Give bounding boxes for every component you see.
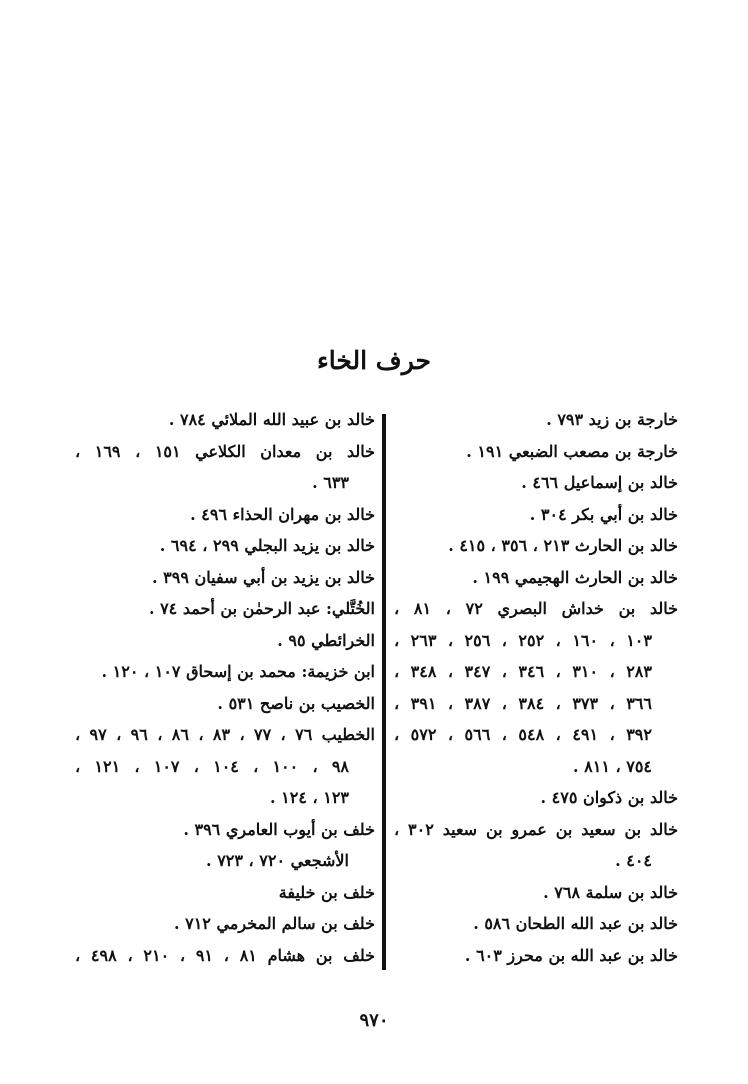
index-entry-continuation: الأشجعي ٧٢٠ ، ٧٢٣ . (206, 851, 349, 870)
page-title: حرف الخاء (317, 346, 431, 375)
index-entry: خلف بن أيوب العامري ٣٩٦ . (183, 819, 375, 839)
index-entry: خالد بن خداش البصري ٧٢ ، ٨١ ، (394, 599, 678, 618)
index-entry-continuation: ٣٦٦ ، ٣٧٣ ، ٣٨٤ ، ٣٨٧ ، ٣٩١ ، (394, 693, 652, 713)
index-column-right (394, 404, 678, 971)
index-entry-continuation: ١٠٣ ، ١٦٠ ، ٢٥٢ ، ٢٥٦ ، ٢٦٣ ، (394, 630, 652, 650)
index-entry: خالد بن معدان الكلاعي ١٥١ ، ١٦٩ ، (75, 441, 375, 461)
index-entry: الخرائطي ٩٥ . (277, 630, 375, 650)
index-entry: خالد بن يزيد البجلي ٢٩٩ ، ٦٩٤ . (159, 536, 375, 555)
index-entry: خالد بن عبد الله الطحان ٥٨٦ . (473, 914, 678, 933)
index-entry-continuation: ٦٣٣ . (312, 473, 349, 492)
index-entry-continuation: ٧٥٤ ، ٨١١ . (572, 756, 652, 776)
index-entry-continuation: ٤٠٤ . (615, 851, 652, 870)
page-number: ٩٧٠ (359, 1010, 389, 1031)
index-entry: خالد بن الحارث الهجيمي ١٩٩ . (472, 567, 678, 587)
index-entry: خالد بن سعيد بن عمرو بن سعيد ٣٠٢ ، (394, 819, 678, 839)
column-divider (382, 414, 386, 970)
index-column-left (75, 404, 375, 971)
index-entry: خالد بن إسماعيل ٤٦٦ . (521, 473, 678, 492)
index-entry: خلف بن هشام ٨١ ، ٩١ ، ٢١٠ ، ٤٩٨ ، (75, 945, 375, 965)
index-entry: الخُتَّلي: عبد الرحمٰن بن أحمد ٧٤ . (148, 599, 375, 618)
index-entry: خالد بن أبي بكر ٣٠٤ . (529, 504, 678, 524)
index-entry-continuation: ١٢٣ ، ١٢٤ . (269, 788, 349, 807)
index-entry: الخطيب ٧٦ ، ٧٧ ، ٨٣ ، ٨٦ ، ٩٦ ، ٩٧ ، (75, 725, 375, 744)
index-entry: خارجة بن زيد ٧٩٣ . (546, 410, 678, 429)
index-entry: خلف بن خليفة (278, 882, 375, 902)
index-entry: خلف بن سالم المخرمي ٧١٢ . (173, 914, 375, 933)
index-entry: خالد بن الحارث ٢١٣ ، ٣٥٦ ، ٤١٥ . (448, 536, 678, 555)
index-entry: ابن خزيمة: محمد بن إسحاق ١٠٧ ، ١٢٠ . (101, 662, 375, 681)
index-entry-continuation: ٩٨ ، ١٠٠ ، ١٠٤ ، ١٠٧ ، ١٢١ ، (75, 756, 349, 776)
index-entry-continuation: ٣٩٢ ، ٤٩١ ، ٥٤٨ ، ٥٦٦ ، ٥٧٢ ، (394, 725, 652, 744)
index-entry-continuation: ٢٨٣ ، ٣١٠ ، ٣٤٦ ، ٣٤٧ ، ٣٤٨ ، (394, 662, 652, 681)
index-entry: خالد بن ذكوان ٤٧٥ . (540, 788, 678, 807)
index-entry: خارجة بن مصعب الضبعي ١٩١ . (466, 441, 678, 461)
index-entry: خالد بن مهران الحذاء ٤٩٦ . (190, 504, 375, 524)
index-entry: الخصيب بن ناصح ٥٣١ . (217, 693, 375, 713)
index-entry: خالد بن سلمة ٧٦٨ . (543, 882, 678, 902)
index-entry: خالد بن يزيد بن أبي سفيان ٣٩٩ . (152, 567, 375, 587)
index-entry: خالد بن عبد الله بن محرز ٦٠٣ . (464, 945, 678, 965)
index-entry: خالد بن عبيد الله الملائي ٧٨٤ . (168, 410, 375, 429)
